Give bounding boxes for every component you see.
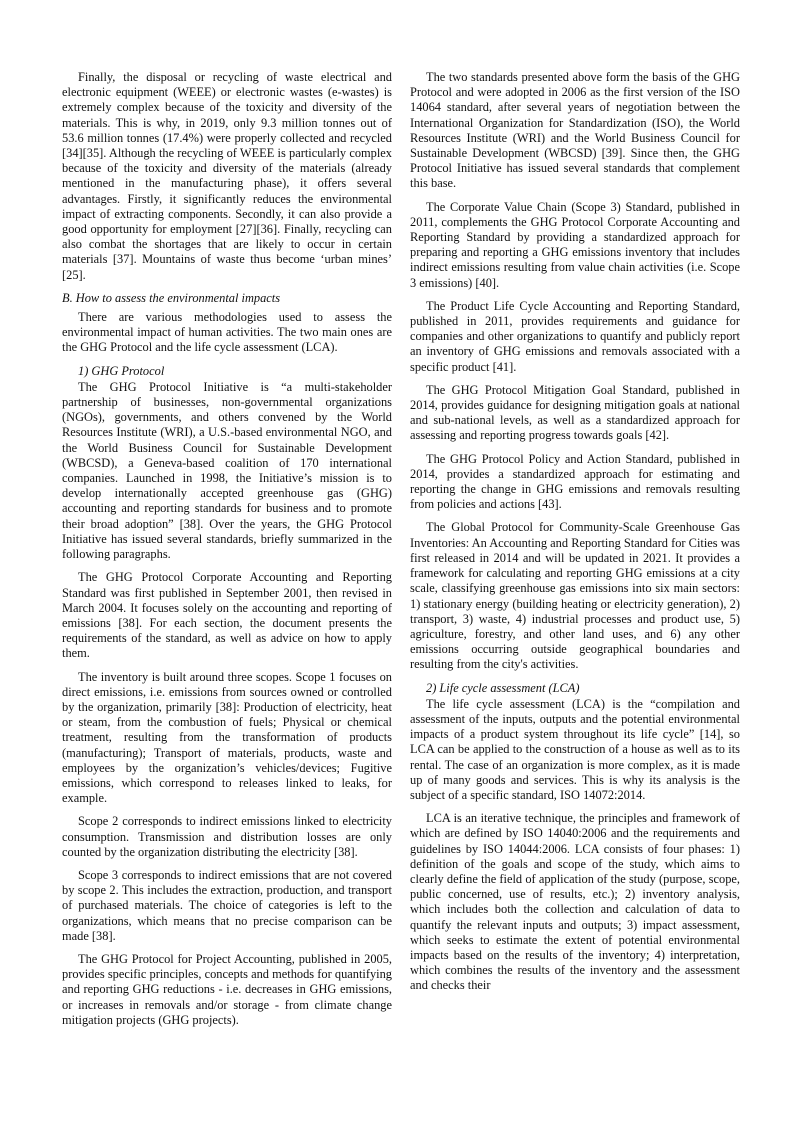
- paragraph-ghg-initiative: The GHG Protocol Initiative is “a multi-stakeholder partnership of businesses, non-governmental organizations (NGOs), governments, and others convened by the World Resources Institute (WRI), a U.S.-based environmental NGO, and the World Business Council for Sustainable Development (WBCSD), a Geneva-based coalition of 170 international companies. Launched in 1998, the Initiative’s mission is to develop internationally accepted greenhouse gas (GHG) accounting and reporting standards for business and to promote their broad adoption” [38]. Over the years, the GHG Protocol Initiative has issued several standards, briefly summarized in the following paragraphs.: [62, 379, 392, 562]
- paragraph-corporate-standard: The GHG Protocol Corporate Accounting and Reporting Standard was first published in September 2001, then revised in March 2004. It focuses solely on the accounting and reporting of emissions [38]. For each section, the document presents the requirements of the standard, as well as advice on how to apply them.: [62, 570, 392, 661]
- left-column: [62, 70, 392, 1028]
- paragraph-scope-3: Scope 3 corresponds to indirect emissions that are not covered by scope 2. This includes the extraction, production, and transport of purchased materials. The choice of categories is left to the organizations, which means that no precise comparison can be made [38].: [62, 867, 392, 943]
- subsection-heading-ghg-protocol: 1) GHG Protocol: [78, 363, 165, 378]
- subsection-heading-lca: 2) Life cycle assessment (LCA): [426, 680, 580, 695]
- paragraph-two-standards: The two standards presented above form the basis of the GHG Protocol and were adopted in 2006 as the first version of the ISO 14064 standard, after several years of negotiation between the International Organization for Standardization (ISO), the World Resources Institute (WRI) and the World Business Council for Sustainable Development (WBCSD) [39]. Since then, the GHG Protocol Initiative has issued several standards that complement this base.: [410, 70, 740, 191]
- paragraph-value-chain: The Corporate Value Chain (Scope 3) Standard, published in 2011, complements the GHG Protocol Corporate Accounting and Reporting Standard by providing a standardized approach for preparing and reporting a GHG emissions inventory that includes indirect emissions resulting from value chain activities (i.e. Scope 3 emissions) [40].: [410, 199, 740, 290]
- right-column: [410, 70, 740, 994]
- paragraph-project-accounting: The GHG Protocol for Project Accounting, published in 2005, provides specific principles, concepts and methods for quantifying and reporting GHG reductions - i.e. decreases in GHG emissions, or increases in removals and/or storage - from climate change mitigation projects (GHG projects).: [62, 951, 392, 1027]
- paragraph-lca-iterative: LCA is an iterative technique, the principles and framework of which are defined by ISO 14040:2006 and the requirements and guidelines by ISO 14044:2006. LCA consists of four phases: 1) definition of the goals and scope of the study, which aims to clearly define the field of application of the study (purpose, scope, public concerned, use of results, etc.); 2) inventory analysis, which includes both the collection and calculation of data to quantify the relevant inputs and outputs; 3) impact assessment, which seeks to estimate the extent of potential environmental impacts based on the results of the inventory; 4) interpretation, which combines the results of the inventory and the assessment and checks their: [410, 811, 740, 993]
- section-heading-b: B. How to assess the environmental impacts: [62, 290, 281, 305]
- paragraph-scope-2: Scope 2 corresponds to indirect emissions linked to electricity consumption. Transmission and distribution losses are only counted by the organization distributing the electricity [38].: [62, 814, 392, 859]
- paragraph-community-scale: The Global Protocol for Community-Scale Greenhouse Gas Inventories: An Accounting and Reporting Standard for Cities was first released in 2014 and will be updated in 2021. It provides a framework for calculating and reporting GHG emissions at a city scale, classifying greenhouse gas emissions into six main sectors: 1) stationary energy (building heating or electricity generation), 2) transport, 3) waste, 4) industrial processes and product use, 5) agriculture, forestry, and other land uses, and 6) any other emissions occurring outside geographical boundaries and resulting from the city's activities.: [410, 520, 740, 672]
- paragraph-mitigation-goal: The GHG Protocol Mitigation Goal Standard, published in 2014, provides guidance for designing mitigation goals at national and sub-national levels, as well as a standardized approach for assessing and reporting progress towards goals [42].: [410, 382, 740, 443]
- paragraph-lca-definition: The life cycle assessment (LCA) is the “compilation and assessment of the inputs, outputs and the potential environmental impacts of a product system throughout its life cycle” [14], so LCA can be applied to the construction of a house as well as to its rental. The case of an organization is more complex, as it is made up of many goods and services. This is why its analysis is the subject of a specific standard, ISO 14072:2014.: [410, 696, 740, 802]
- paragraph-weee: Finally, the disposal or recycling of waste electrical and electronic equipment (WEEE) or electronic wastes (e-wastes) is extremely complex because of the toxicity and diversity of the materials. This is why, in 2019, only 9.3 million tonnes out of 53.6 million tonnes (17.4%) were properly collected and recycled [34][35]. Although the recycling of WEEE is particularly complex because of the toxicity and diversity of the materials (already mentioned in the manufacturing phase), it offers several advantages. Firstly, it significantly reduces the environmental impact of extracting components. Secondly, it can also provide a good opportunity for employment [27][36]. Finally, recycling can also combat the shortages that are likely to occur in certain materials [37]. Mountains of waste thus become ‘urban mines’ [25].: [62, 70, 392, 282]
- paragraph-scope-1: The inventory is built around three scopes. Scope 1 focuses on direct emissions, i.e. emissions from sources owned or controlled by the organization, primarily [38]: Production of electricity, heat or steam, from the combustion of fuels; Physical or chemical treatment, resulting from the transformation of products (manufacturing); Transport of materials, products, waste and employees by the organization’s vehicles/devices; Fugitive emissions, which correspond to releases linked to leaks, for example.: [62, 669, 392, 806]
- paragraph-product-life-cycle: The Product Life Cycle Accounting and Reporting Standard, published in 2011, provides requirements and guidance for companies and other organizations to quantify and publicly report an inventory of GHG emissions and removals associated with a specific product [41].: [410, 298, 740, 374]
- paragraph-policy-action: The GHG Protocol Policy and Action Standard, published in 2014, provides a standardized approach for estimating and reporting the change in GHG emissions and removals resulting from policies and actions [43].: [410, 451, 740, 512]
- paragraph-methodologies: There are various methodologies used to assess the environmental impact of human activities. The two main ones are the GHG Protocol and the life cycle assessment (LCA).: [62, 310, 392, 355]
